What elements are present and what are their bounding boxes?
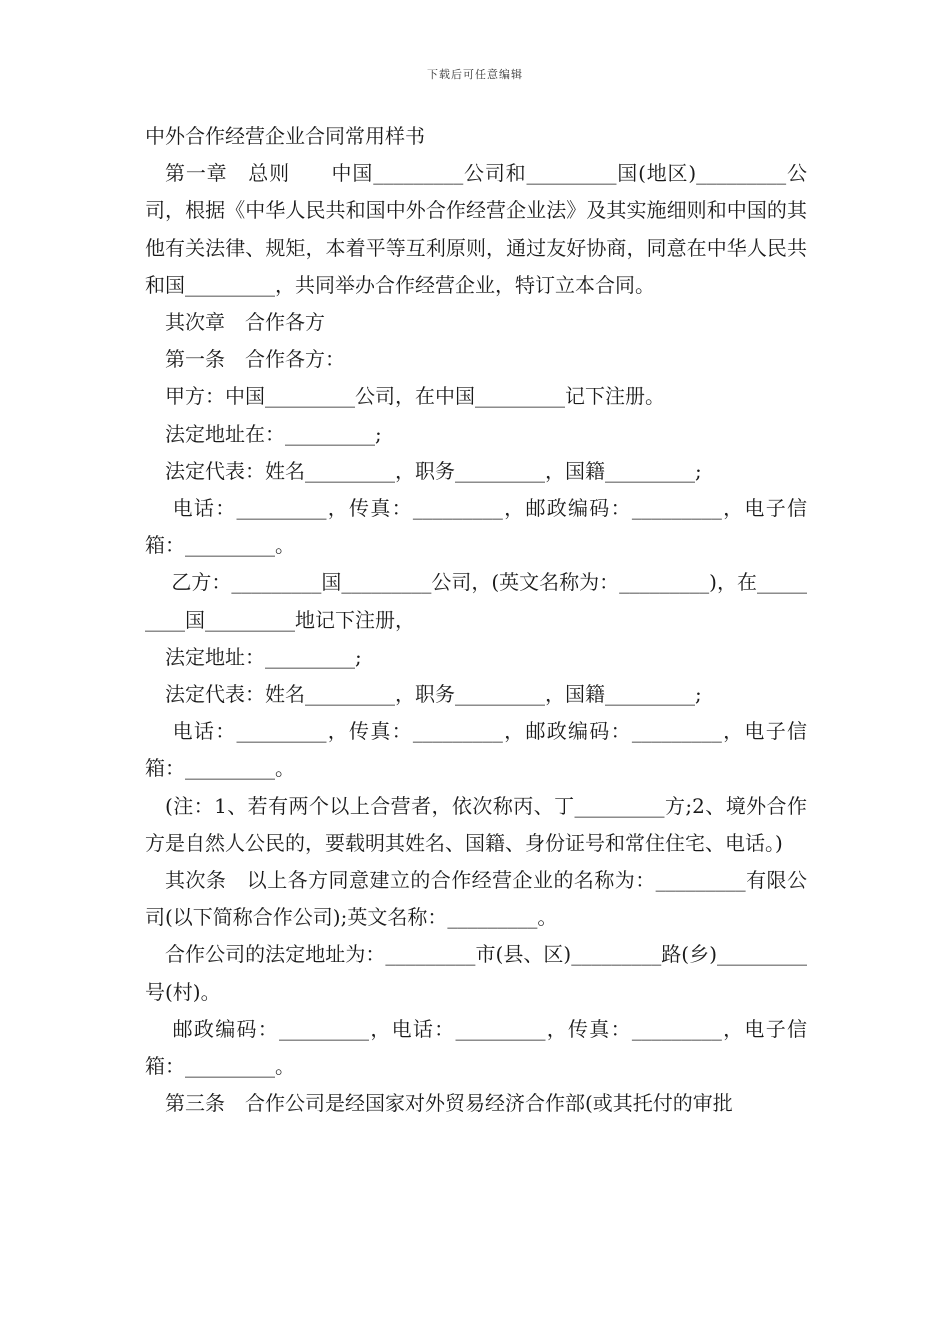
paragraph-party-a: 甲方：中国_________公司，在中国_________记下注册。 — [165, 384, 665, 409]
paragraph-party-a-address: 法定地址在：_________; — [165, 421, 382, 446]
paragraph-party-b-contact: 电话：_________，传真：_________，邮政编码：_________，电子信箱：_________。 — [145, 719, 807, 781]
paragraph-party-b-representative: 法定代表：姓名_________，职务_________，国籍_________; — [165, 682, 702, 707]
paragraph-party-a-representative: 法定代表：姓名_________，职务_________，国籍_________; — [165, 458, 702, 483]
document-body — [145, 118, 807, 1122]
paragraph-note: (注：1、若有两个以上合营者，依次称丙、丁_________方;2、境外合作方是自然人公民的，要载明其姓名、国籍、身份证号和常住住宅、电话。) — [145, 793, 807, 855]
document-title: 中外合作经营企业合同常用样书 — [145, 124, 425, 148]
paragraph-company-address: 合作公司的法定地址为：_________市(县、区)_________路(乡)_________号(村)。 — [145, 942, 807, 1004]
paragraph-party-b-address: 法定地址：_________; — [165, 644, 362, 669]
paragraph-chapter-2-heading: 其次章 合作各方 — [165, 310, 325, 335]
paragraph-article-3: 第三条 合作公司是经国家对外贸易经济合作部(或其托付的审批 — [165, 1091, 733, 1116]
page-header: 下载后可任意编辑 — [427, 68, 523, 81]
paragraph-chapter-1: 第一章 总则 中国_________公司和_________国(地区)_________公司，根据《中华人民共和国中外合作经营企业法》及其实施细则和中国的其他有关法律、规矩，本着平等互利原则，通过友好协商，同意在中华人民共和国_________，共同举办合作经营企业，特订立本合同。 — [145, 161, 807, 297]
paragraph-article-2: 其次条 以上各方同意建立的合作经营企业的名称为：_________有限公司(以下简称合作公司);英文名称：_________。 — [145, 868, 807, 930]
paragraph-company-contact: 邮政编码：_________，电话：_________，传真：_________，电子信箱：_________。 — [145, 1016, 807, 1079]
paragraph-article-1-heading: 第一条 合作各方： — [165, 347, 345, 372]
paragraph-party-a-contact: 电话：_________，传真：_________，邮政编码：_________，电子信箱：_________。 — [145, 496, 807, 558]
paragraph-party-b: 乙方：_________国_________公司，(英文名称为：_________)，在_________国_________地记下注册， — [145, 570, 807, 632]
